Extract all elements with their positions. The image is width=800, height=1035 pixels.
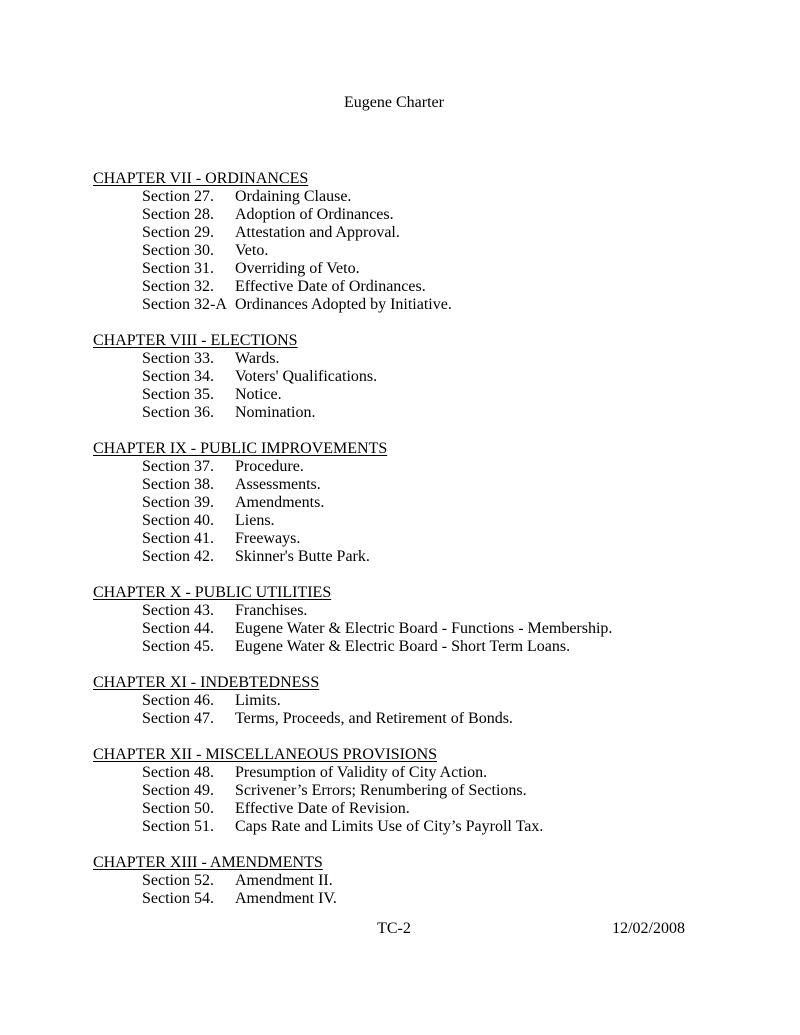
- chapter-heading: CHAPTER XIII - AMENDMENTS: [93, 854, 323, 871]
- section-number: Section 34.: [142, 368, 214, 385]
- toc-section-row: [93, 278, 753, 296]
- toc-section-row: [93, 296, 753, 314]
- section-number: Section 48.: [142, 764, 214, 781]
- page-number: TC-2: [377, 920, 411, 937]
- chapter-heading: CHAPTER VIII - ELECTIONS: [93, 332, 298, 349]
- chapter-heading: CHAPTER XI - INDEBTEDNESS: [93, 674, 320, 691]
- section-number: Section 32-A: [142, 296, 227, 313]
- chapter-block: [93, 440, 753, 566]
- section-title: Freeways.: [235, 530, 301, 547]
- section-title: Eugene Water & Electric Board - Short Term Loans.: [235, 638, 571, 655]
- toc-section-row: [93, 620, 753, 638]
- section-number: Section 36.: [142, 404, 214, 421]
- section-title: Veto.: [235, 242, 269, 259]
- document-title: Eugene Charter: [344, 94, 444, 111]
- toc-section-row: [93, 224, 753, 242]
- chapter-sections: [93, 764, 753, 836]
- section-title: Scrivener’s Errors; Renumbering of Sections.: [235, 782, 527, 799]
- section-number: Section 28.: [142, 206, 214, 223]
- section-number: Section 54.: [142, 890, 214, 907]
- section-title: Amendments.: [235, 494, 325, 511]
- toc-section-row: [93, 386, 753, 404]
- section-number: Section 29.: [142, 224, 214, 241]
- section-number: Section 38.: [142, 476, 214, 493]
- chapter-sections: [93, 458, 753, 566]
- toc-section-row: [93, 602, 753, 620]
- section-title: Presumption of Validity of City Action.: [235, 764, 488, 781]
- chapter-sections: [93, 692, 753, 728]
- toc-section-row: [93, 638, 753, 656]
- section-title: Liens.: [235, 512, 275, 529]
- toc-section-row: [93, 404, 753, 422]
- chapter-block: [93, 170, 753, 314]
- toc-section-row: [93, 476, 753, 494]
- toc-section-row: [93, 242, 753, 260]
- section-title: Effective Date of Revision.: [235, 800, 410, 817]
- section-title: Assessments.: [235, 476, 321, 493]
- toc-section-row: [93, 368, 753, 386]
- toc-section-row: [93, 494, 753, 512]
- section-number: Section 44.: [142, 620, 214, 637]
- section-title: Limits.: [235, 692, 281, 709]
- toc-section-row: [93, 782, 753, 800]
- section-number: Section 39.: [142, 494, 214, 511]
- section-title: Voters' Qualifications.: [235, 368, 378, 385]
- toc-section-row: [93, 530, 753, 548]
- section-title: Procedure.: [235, 458, 304, 475]
- section-number: Section 27.: [142, 188, 214, 205]
- section-title: Franchises.: [235, 602, 308, 619]
- section-title: Notice.: [235, 386, 282, 403]
- section-title: Wards.: [235, 350, 280, 367]
- page-footer: [93, 920, 695, 938]
- section-title: Eugene Water & Electric Board - Functions - Membership.: [235, 620, 613, 637]
- chapter-block: [93, 746, 753, 836]
- section-number: Section 50.: [142, 800, 214, 817]
- section-title: Nomination.: [235, 404, 316, 421]
- chapter-heading: CHAPTER XII - MISCELLANEOUS PROVISIONS: [93, 746, 438, 763]
- toc-section-row: [93, 872, 753, 890]
- chapter-block: [93, 854, 753, 908]
- chapter-heading: CHAPTER VII - ORDINANCES: [93, 170, 309, 187]
- section-number: Section 31.: [142, 260, 214, 277]
- toc-section-row: [93, 206, 753, 224]
- section-number: Section 40.: [142, 512, 214, 529]
- section-number: Section 43.: [142, 602, 214, 619]
- section-title: Adoption of Ordinances.: [235, 206, 394, 223]
- section-number: Section 32.: [142, 278, 214, 295]
- chapter-sections: [93, 602, 753, 656]
- toc-section-row: [93, 800, 753, 818]
- section-number: Section 49.: [142, 782, 214, 799]
- chapter-block: [93, 332, 753, 422]
- section-title: Ordinances Adopted by Initiative.: [235, 296, 452, 313]
- section-number: Section 41.: [142, 530, 214, 547]
- toc-section-row: [93, 512, 753, 530]
- toc-section-row: [93, 350, 753, 368]
- table-of-contents: [93, 170, 753, 926]
- section-title: Terms, Proceeds, and Retirement of Bonds.: [235, 710, 513, 727]
- toc-section-row: [93, 710, 753, 728]
- chapter-heading: CHAPTER X - PUBLIC UTILITIES: [93, 584, 332, 601]
- section-number: Section 51.: [142, 818, 214, 835]
- section-number: Section 37.: [142, 458, 214, 475]
- section-title: Overriding of Veto.: [235, 260, 360, 277]
- section-number: Section 30.: [142, 242, 214, 259]
- chapter-block: [93, 674, 753, 728]
- chapter-heading: CHAPTER IX - PUBLIC IMPROVEMENTS: [93, 440, 388, 457]
- section-title: Caps Rate and Limits Use of City’s Payroll Tax.: [235, 818, 544, 835]
- chapter-sections: [93, 872, 753, 908]
- toc-section-row: [93, 818, 753, 836]
- toc-section-row: [93, 458, 753, 476]
- chapter-sections: [93, 350, 753, 422]
- toc-section-row: [93, 692, 753, 710]
- section-number: Section 33.: [142, 350, 214, 367]
- section-number: Section 47.: [142, 710, 214, 727]
- section-number: Section 35.: [142, 386, 214, 403]
- toc-section-row: [93, 764, 753, 782]
- section-title: Attestation and Approval.: [235, 224, 400, 241]
- section-title: Effective Date of Ordinances.: [235, 278, 426, 295]
- section-number: Section 52.: [142, 872, 214, 889]
- chapter-block: [93, 584, 753, 656]
- toc-section-row: [93, 890, 753, 908]
- section-number: Section 45.: [142, 638, 214, 655]
- section-title: Amendment II.: [235, 872, 333, 889]
- section-number: Section 46.: [142, 692, 214, 709]
- section-title: Skinner's Butte Park.: [235, 548, 370, 565]
- section-title: Ordaining Clause.: [235, 188, 352, 205]
- toc-section-row: [93, 548, 753, 566]
- section-title: Amendment IV.: [235, 890, 337, 907]
- chapter-sections: [93, 188, 753, 314]
- toc-section-row: [93, 260, 753, 278]
- section-number: Section 42.: [142, 548, 214, 565]
- revision-date: 12/02/2008: [612, 920, 685, 937]
- toc-section-row: [93, 188, 753, 206]
